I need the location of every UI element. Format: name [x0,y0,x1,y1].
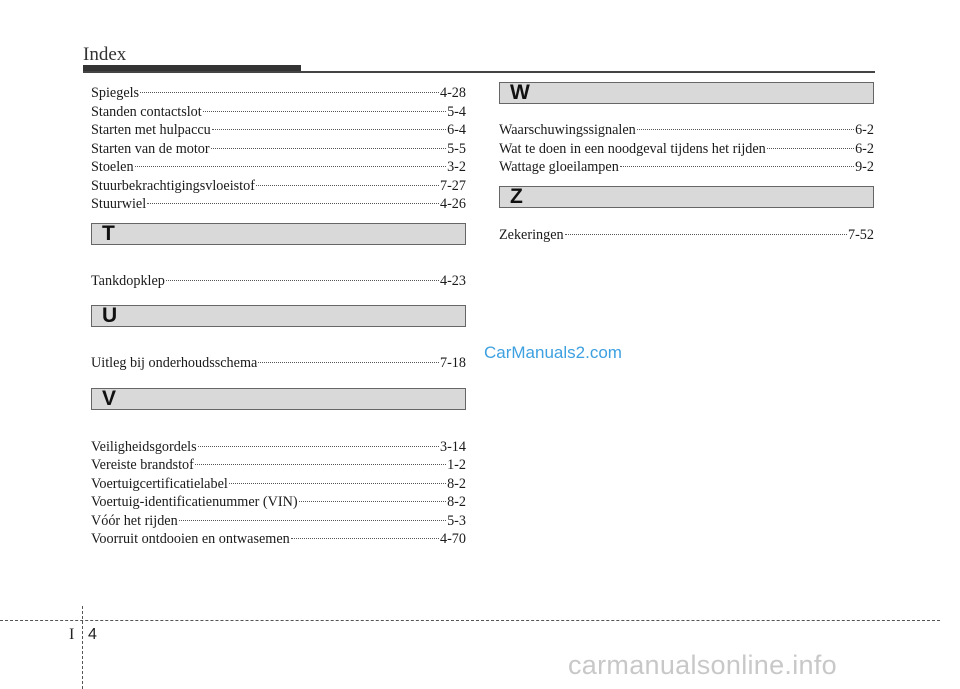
index-entry [91,530,466,549]
index-term: Voertuig-identificatienummer (VIN) [91,494,298,510]
t-entry-list [91,272,466,291]
right-column [499,82,874,244]
section-header-t [91,223,466,245]
left-column [91,84,466,549]
index-entry [91,512,466,531]
index-term: Stuurwiel [91,196,147,212]
index-entry [91,272,466,291]
page-reference: 4-26 [439,196,466,212]
index-entry [91,177,466,196]
dot-leader [179,520,446,521]
dot-leader [195,464,446,465]
page-reference: 5-3 [447,512,466,529]
page-reference: 9-2 [855,159,874,175]
footer-section-letter: I [69,626,75,643]
page-reference: 8-2 [447,475,466,492]
index-entry [499,140,874,159]
dot-leader [198,446,439,447]
dot-leader [299,501,447,502]
index-term: Wattage gloeilampen [499,159,619,175]
dot-leader [565,234,847,235]
page-reference: 4-23 [439,272,466,289]
watermark-carmanualsonline: carmanualsonline.info [568,650,837,680]
dot-leader [767,148,854,149]
index-entry [91,158,466,177]
dot-leader [211,148,446,149]
index-term: Vóór het rijden [91,512,178,529]
u-entry-list [91,354,466,373]
index-term: Vereiste brandstof [91,457,194,473]
page-reference: 7-18 [439,355,466,371]
index-entry [91,140,466,159]
index-term: Veiligheidsgordels [91,438,197,455]
index-term: Spiegels [91,85,140,101]
index-term: Stuurbekrachtigingsvloeistof [91,177,255,194]
section-header-z [499,186,874,208]
dot-leader [166,280,439,281]
header-rule [83,71,875,73]
index-entry [499,121,874,140]
page-reference: 8-2 [447,494,466,510]
page-reference: 3-2 [447,159,466,175]
page-reference: 4-70 [439,531,466,547]
dot-leader [229,483,446,484]
index-entry [91,475,466,494]
section-header-w [499,82,874,104]
section-letter: W [510,81,530,104]
index-entry [91,438,466,457]
footer-divider [0,620,940,621]
dot-leader [291,538,439,539]
watermark-carmanuals2: CarManuals2.com [484,343,622,362]
section-letter: T [102,221,115,245]
section-letter: Z [510,184,523,208]
footer-vertical-divider [82,606,83,689]
dot-leader [147,203,439,204]
dot-leader [203,111,446,112]
index-entry [91,121,466,140]
dot-leader [256,185,439,186]
page-reference: 6-2 [855,122,874,138]
index-term: Voertuigcertificatielabel [91,475,228,492]
index-term: Waarschuwingssignalen [499,122,636,138]
page-reference: 4-28 [439,85,466,101]
dot-leader [212,129,446,130]
page-reference: 7-52 [847,226,874,243]
footer-page-number: 4 [88,626,97,643]
section-letter: U [102,304,118,327]
dot-leader [140,92,439,93]
index-term: Uitleg bij onderhoudsschema [91,355,258,371]
z-entry-list [499,226,874,245]
section-letter: V [102,386,117,410]
index-term: Wat te doen in een noodgeval tijdens het rijden [499,140,766,157]
dot-leader [637,129,854,130]
index-entry [499,226,874,245]
page-reference: 1-2 [447,457,466,473]
section-header-v [91,388,466,410]
page-reference: 7-27 [439,177,466,194]
index-term: Starten met hulpaccu [91,122,211,138]
page-reference: 6-4 [447,122,466,138]
index-term: Zekeringen [499,226,564,243]
index-term: Tankdopklep [91,272,165,289]
dot-leader [135,166,447,167]
index-term: Stoelen [91,159,134,175]
v-entry-list [91,438,466,549]
page-reference: 6-2 [855,140,874,157]
dot-leader [258,362,439,363]
dot-leader [620,166,854,167]
index-entry [91,493,466,512]
w-entry-list [499,121,874,177]
page-reference: 5-4 [447,103,466,120]
index-term: Starten van de motor [91,140,210,157]
s-entry-list [91,84,466,214]
index-entry [91,84,466,103]
index-entry [499,158,874,177]
index-term: Standen contactslot [91,103,202,120]
page-title: Index [83,44,127,65]
index-entry [91,456,466,475]
page-reference: 5-5 [447,140,466,157]
page-reference: 3-14 [439,438,466,455]
index-entry [91,103,466,122]
index-term: Voorruit ontdooien en ontwasemen [91,531,290,547]
index-entry [91,195,466,214]
index-entry [91,354,466,373]
section-header-u [91,305,466,327]
